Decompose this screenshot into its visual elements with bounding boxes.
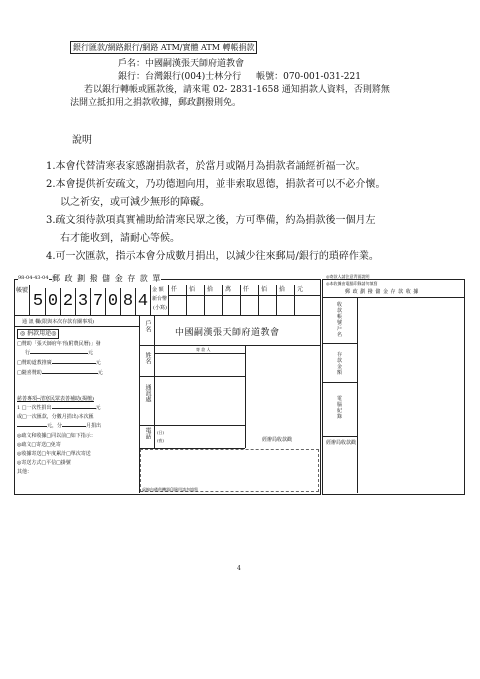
account-digit: 3 [77,292,89,311]
machine-area [140,449,319,492]
aid-option-1-text[interactable]: 1 □一次性捐出 [17,405,52,411]
divider [294,285,295,315]
account-digit: 0 [47,292,59,311]
account-digit: 7 [92,292,104,311]
aid-option-1 [17,405,101,411]
account-number-label: 帳號： [256,72,284,82]
account-digit: 0 [107,292,119,311]
divider [14,315,320,316]
account-digit: 2 [62,292,74,311]
payee-label: 戶名 [144,320,151,332]
divider [154,315,155,448]
amount-unit: 佰 [189,286,196,293]
payee-name: 中國嗣漢張天師府道教會 [175,328,280,338]
divider [140,425,245,426]
notice-line-1: 若以銀行轉帳或匯款後，請來電 02- 2831-1658 通知捐款人資料，否則將無 [84,85,390,95]
aid-option-3-text: 元，分 [47,423,63,429]
divider [186,285,187,315]
divider [45,288,46,315]
explanation-item-3-cont: 右才能收到，請耐心等候。 [60,233,180,244]
unit-text: 元 [88,350,94,356]
amount-unit: 仟 [243,286,250,293]
divider [168,285,169,315]
aid-option-2[interactable]: 或□一次匯款，分數月捐出)本次匯 [17,414,94,420]
divider [204,285,205,315]
receipt-row-account: 收款帳號戶名 [337,302,343,338]
explanation-title: 說明 [72,135,92,146]
receipt-note-1: ◎寄款人請注意背面說明 [326,274,370,279]
donation-purpose: ◎ 捐款用途◎ [17,329,59,339]
option-random [17,370,103,376]
divider [222,285,223,315]
amount-blank[interactable] [52,408,96,409]
divider [75,288,76,315]
phone-day[interactable]: (日) [157,430,165,435]
unit-text: 元 [97,370,103,376]
divider [135,288,136,315]
stamp-label: 經辦局收款戳 [262,437,293,443]
name-label: 姓名 [144,352,151,364]
machine-area-note: 虛線內備供機器印錄用請勿填寫 [142,487,198,492]
address-input[interactable] [156,378,244,424]
divider [140,376,245,377]
account-digit: 5 [32,292,44,311]
unit-text: 元 [95,360,101,366]
account-name: 中國嗣漢張天師府道教會 [145,59,245,69]
option-support-annual[interactable]: □贊助「張天師府年刊(附農民曆)」發 [17,341,101,347]
option-promote-text[interactable]: □贊助道教推廣 [17,360,52,366]
account-digit: 4 [137,292,149,311]
divider [155,353,245,354]
divider [120,288,121,315]
divider [90,288,91,315]
divider [60,288,61,315]
divider [14,326,139,327]
explanation-item-2: 2.本會提供祈安疏文，乃功德迴向用，並非索取恩德，捐款者可以不必介懷。 [46,179,386,190]
aid-delivery-method[interactable]: ◎寄送方式□平信□掛號 [17,460,71,466]
divider [245,345,246,448]
divider [140,345,320,346]
explanation-item-3: 3.疏文須待款項真實補助給清寒民眾之後，方可準備，約為捐款後一個月左 [46,215,376,226]
receipt-note-2: ◎本收據由電腦印錄請勿填寫 [326,281,378,286]
aid-option-3-tail: 月捐出 [86,423,102,429]
divider [150,285,151,315]
account-name-row [118,58,244,70]
amount-unit: 拾 [279,286,286,293]
form-title: 郵 政 劃 撥 儲 金 存 款 單 [52,274,162,283]
account-number: 070-001-031-221 [283,72,361,82]
amount-unit: 拾 [207,286,214,293]
receipt-row-amount: 存款金額 [337,352,343,376]
aid-instruction[interactable]: ◎疏文和收據□同以前□如下指示： [17,433,96,439]
name-input[interactable] [156,355,244,375]
account-name-label: 戶名： [118,59,146,69]
divider [169,295,320,296]
receipt-title: 郵 政 劃 撥 儲 金 存 款 收 據 [345,289,419,295]
divider [258,285,259,315]
divider [322,382,358,383]
option-support-annual-cont [25,350,93,356]
amount-format-label: (小寫) [153,305,167,311]
receipt-row-stamp: 經辦局收款戳 [326,440,357,446]
depositor-header: 寄 款 人 [196,347,211,352]
divider [29,285,30,315]
divider [276,285,277,315]
option-support-cont-text: 行 [25,350,31,356]
bank-row [118,71,361,83]
divider [105,288,106,315]
amount-blank[interactable] [42,373,98,374]
phone-night[interactable]: (夜) [157,438,165,443]
months-blank[interactable] [62,426,86,427]
bank-name: 台灣銀行(004)士林分行 [145,72,242,82]
divider [357,297,358,493]
divider [240,285,241,315]
amount-unit: 萬 [225,286,232,293]
amount-currency-label: 新台幣 [152,296,168,302]
amount-blank[interactable] [17,426,47,427]
divider [322,436,358,437]
remittance-method-tag: 銀行匯款/網路銀行/網路 ATM/實體 ATM 轉帳捐款 [70,41,257,54]
form-code: 98-04-43-04 [18,275,49,281]
notice-line-2: 法開立抵扣用之捐款收據，郵政劃撥則免。 [70,98,242,108]
option-random-text[interactable]: □隨喜贊助 [17,370,42,376]
amount-blank[interactable] [30,353,88,354]
amount-unit: 仟 [171,286,178,293]
page-number: 4 [237,565,241,572]
explanation-item-4: 4.可一次匯款，指示本會分成數月捐出，以減少往來郵局/銀行的瑣碎作業。 [46,251,379,262]
explanation-item-2-cont: 以之祈安，或可減少無形的障礙。 [60,197,210,208]
aid-option-3 [17,423,101,429]
explanation-item-1: 1.本會代替清寒表家感謝捐款者，於當月或隔月為捐款者誦經祈福一次。 [46,161,366,172]
aid-other[interactable]: 其他： [17,469,33,475]
aid-title: 慈善專項─清寒民眾表善補助(揭檀) [17,396,94,402]
divider [322,297,464,298]
amount-unit: 佰 [261,286,268,293]
receipt-row-record: 電腦紀錄 [337,396,343,420]
amount-label: 金 額 [152,287,164,293]
unit-text: 元 [95,405,101,411]
account-label: 帳號 [16,287,29,294]
address-label: 通訊處 [144,384,151,402]
aid-prayer-text[interactable]: ◎疏文□寄送□免寄 [17,442,61,448]
amount-unit: 元 [297,286,304,293]
account-digit: 8 [122,292,134,311]
aid-receipt-send[interactable]: ◎收據寄送□年度累計□單次寄送 [17,451,91,457]
comm-title: 通 訊 欄(限與本次存款有關事項) [22,319,95,325]
bank-label: 銀行： [118,72,146,82]
phone-label: 電話 [144,427,151,439]
amount-blank[interactable] [52,363,96,364]
option-promote [17,360,101,366]
divider [322,343,358,344]
